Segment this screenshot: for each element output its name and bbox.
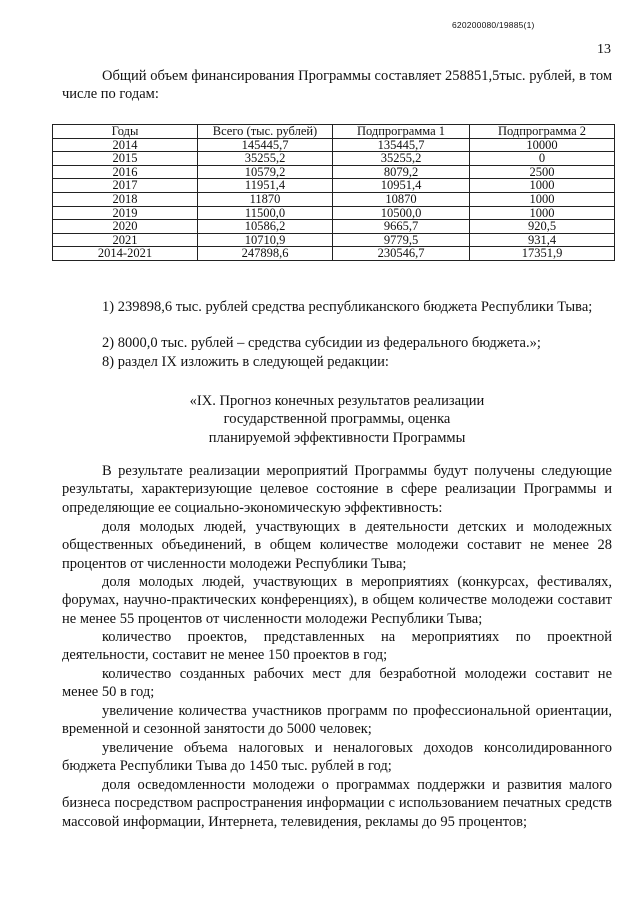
table-cell: 2014 [53,138,198,152]
table-cell: 2017 [53,179,198,193]
table-cell: 11951,4 [198,179,333,193]
table-row [53,179,615,193]
table-row [53,233,615,247]
table-cell: 931,4 [470,233,615,247]
table-cell: 9665,7 [333,220,470,234]
table-cell: 2500 [470,165,615,179]
body-paragraph: доля молодых людей, участвующих в мероприятиях (конкурсах, фестивалях, форумах, научно-практических конференциях), в общем количестве молодежи составит не менее 55 процентов от численности молодежи Республики Тыва; [62,574,612,627]
table-cell: 230546,7 [333,247,470,261]
table-cell: 135445,7 [333,138,470,152]
heading-line: государственной программы, оценка [223,411,451,428]
table-cell: 1000 [470,192,615,206]
table-cell: 2018 [53,192,198,206]
table-cell: 35255,2 [198,152,333,166]
table-cell: 2020 [53,220,198,234]
table-cell: 11500,0 [198,206,333,220]
list-item: 2) 8000,0 тыс. рублей – средства субсидии из федерального бюджета.»; [102,335,541,351]
body-paragraph: доля молодых людей, участвующих в деятельности детских и молодежных общественных объединений, в общем количестве молодежи составит не менее 28 процентов от численности молодежи Республики Тыва; [62,519,612,572]
table-row [53,152,615,166]
table-row [53,247,615,261]
table-header-row [53,125,615,139]
table-cell: 11870 [198,192,333,206]
table-cell: 9779,5 [333,233,470,247]
table-cell: 2015 [53,152,198,166]
table-cell: 0 [470,152,615,166]
page-number: 13 [597,42,611,57]
heading-line: планируемой эффективности Программы [208,429,466,446]
document-id: 620200080/19885(1) [452,20,535,30]
table-cell: 10870 [333,192,470,206]
table-cell: 10586,2 [198,220,333,234]
body-paragraph: количество созданных рабочих мест для безработной молодежи составит не менее 50 в год; [62,666,612,701]
header-cell: Подпрограмма 2 [470,125,615,139]
table-row [53,206,615,220]
header-cell: Годы [53,125,198,139]
intro-paragraph: Общий объем финансирования Программы составляет 258851,5тыс. рублей, в том числе по годам: [62,68,612,103]
body-paragraph: количество проектов, представленных на мероприятиях по проектной деятельности, составит не менее 150 проектов в год; [62,629,612,664]
body-paragraph: В результате реализации мероприятий Программы будут получены следующие результаты, характеризующие целевое состояние в сфере реализации Программы и определяющие ее социально-экономическую эффективность: [62,463,612,516]
table-row [53,192,615,206]
table-cell: 2021 [53,233,198,247]
table-row [53,165,615,179]
body-paragraph: увеличение объема налоговых и неналоговых доходов консолидированного бюджета Республики Тыва до 1450 тыс. рублей в год; [62,740,612,775]
table-cell: 10500,0 [333,206,470,220]
table-cell: 2016 [53,165,198,179]
table-cell: 8079,2 [333,165,470,179]
financing-table [52,124,615,261]
table-cell: 1000 [470,206,615,220]
table-row [53,138,615,152]
section-heading [62,392,612,447]
heading-line: «IX. Прогноз конечных результатов реализации [189,393,485,409]
table-cell: 920,5 [470,220,615,234]
list-item: 8) раздел IX изложить в следующей редакции: [102,354,389,370]
table-cell: 10710,9 [198,233,333,247]
table-cell: 1000 [470,179,615,193]
body-paragraph: доля осведомленности молодежи о программах поддержки и развития малого бизнеса посредством распространения информации с использованием печатных средств массовой информации, Интернета, телевидения, рекламы до 95 процентов; [62,777,612,830]
table-cell: 10579,2 [198,165,333,179]
table-cell: 10000 [470,138,615,152]
table-cell: 17351,9 [470,247,615,261]
table-cell: 35255,2 [333,152,470,166]
table-cell: 145445,7 [198,138,333,152]
header-cell: Всего (тыс. рублей) [198,125,333,139]
table-cell: 2014-2021 [53,247,198,261]
list-item: 1) 239898,6 тыс. рублей средства республиканского бюджета Республики Тыва; [102,299,593,315]
body-paragraph: увеличение количества участников программ по профессиональной ориентации, временной и сезонной занятости до 5000 человек; [62,703,612,738]
header-cell: Подпрограмма 1 [333,125,470,139]
table-cell: 10951,4 [333,179,470,193]
table-row [53,220,615,234]
table-cell: 2019 [53,206,198,220]
table-cell: 247898,6 [198,247,333,261]
